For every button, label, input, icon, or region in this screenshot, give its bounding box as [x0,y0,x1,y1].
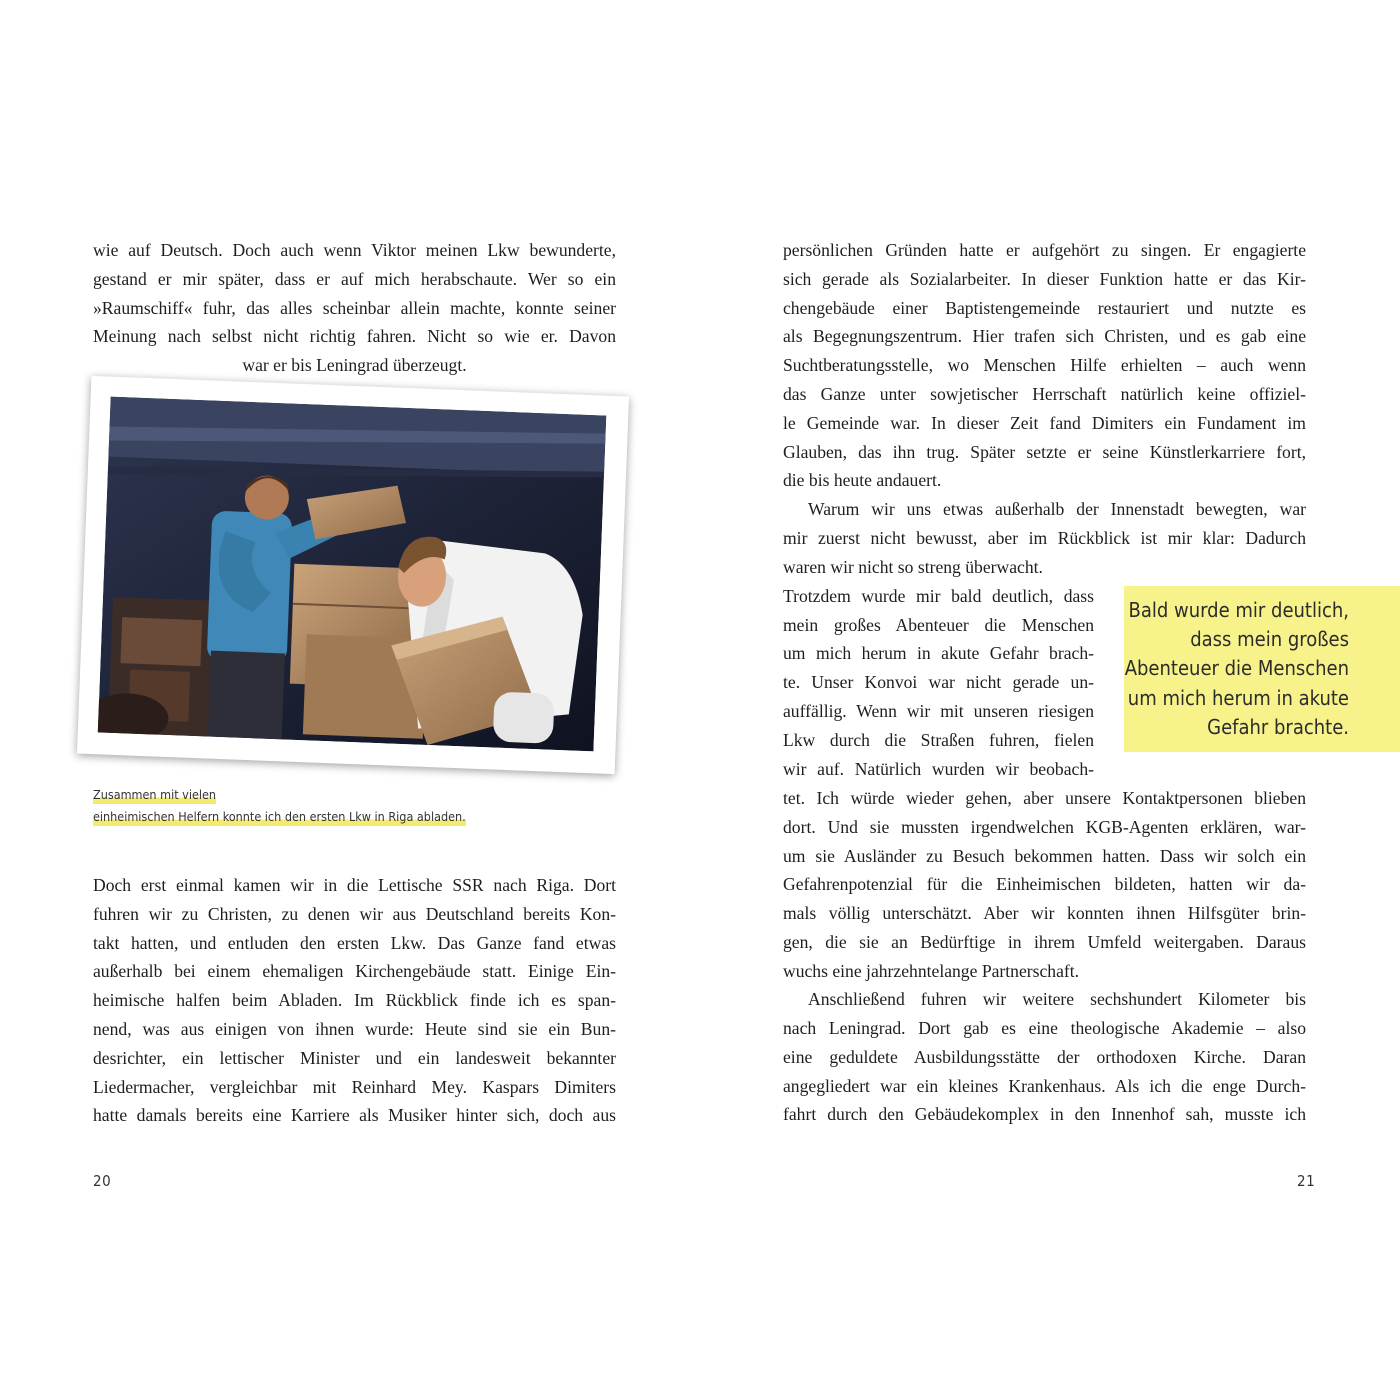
text-line: Meinung nach selbst nicht richtig fahren. Nicht so wie er. Davon [93,326,616,347]
page-number: 21 [1297,1172,1316,1190]
text-line: le Gemeinde war. In dieser Zeit fand Dimiters ein Fundament im [783,412,1306,433]
text-line: chengebäude einer Baptistengemeinde restauriert und nutzte es [783,297,1306,318]
photo [77,376,629,774]
text-line: sich gerade als Sozialarbeiter. In dieser Funktion hatte er das Kir- [783,268,1306,289]
pull-quote-line: Bald wurde mir deutlich, [1128,598,1349,622]
text-line: das Ganze unter sowjetischer Herrschaft natürlich keine offiziel- [783,383,1306,404]
text-line: war er bis Leningrad überzeugt. [242,355,467,376]
text-line: gen, die sie an Bedürftige in ihrem Umfeld weitergaben. Daraus [783,931,1306,952]
text-line: Gefahrenpotenzial für die Einheimischen bildeten, hatten wir da- [783,874,1306,895]
text-line: um sie Ausländer zu Besuch bekommen hatten. Dass wir solch ein [783,845,1306,866]
text-line: Liedermacher, vergleichbar mit Reinhard Mey. Kaspars Dimiters [93,1076,616,1097]
text-line: gestand er mir später, dass er auf mich herabschaute. Wer so ein [93,268,616,289]
text-line: tet. Ich würde wieder gehen, aber unsere Kontaktpersonen blieben [783,788,1306,808]
text-line: Doch erst einmal kamen wir in die Lettische SSR nach Riga. Dort [93,875,616,895]
text-line: te. Unser Konvoi war nicht gerade un- [783,672,1094,693]
text-line: mir zuerst nicht bewusst, aber im Rückblick ist mir klar: Dadurch [783,528,1306,548]
text-line: um mich herum in akute Gefahr brach- [783,643,1094,664]
text-line: heimische halfen beim Abladen. Im Rückblick finde ich es span- [93,990,616,1011]
pull-quote-line: Abenteuer die Menschen [1124,656,1349,681]
pull-quote-line: Gefahr brachte. [1207,714,1349,739]
right-paragraph-3-start [808,985,1306,1014]
right-paragraph-2-start [808,495,1306,524]
text-line: eine geduldete Ausbildungsstätte der orthodoxen Kirche. Daran [783,1046,1306,1067]
page-number: 20 [93,1172,112,1190]
text-line: takt hatten, und entluden den ersten Lkw. Das Ganze fand etwas [93,932,616,953]
caption-line: einheimischen Helfern konnte ich den ersten Lkw in Riga abladen. [93,806,466,828]
pull-quote-text [1125,596,1349,742]
text-line: nach Leningrad. Dort gab es eine theologische Akademie – also [783,1018,1306,1038]
text-line: angegliedert war ein kleines Krankenhaus. Als ich die enge Durch- [783,1075,1306,1096]
text-line: außerhalb bei einem ehemaligen Kirchengebäude statt. Einige Ein- [93,961,616,982]
photo-caption [93,784,466,828]
text-line: Suchtberatungsstelle, wo Menschen Hilfe erhielten – auch wenn [783,355,1306,376]
text-line: mein großes Abenteuer die Menschen [783,614,1094,635]
right-paragraph-2-narrow [783,553,1094,783]
caption-line: Zusammen mit vielen [93,784,216,806]
text-line: Anschließend fuhren wir weitere sechshundert Kilometer bis [808,989,1306,1009]
left-bottom-paragraph [93,871,616,1130]
text-line: mals völlig unterschätzt. Aber wir konnten ihnen Hilfsgüter brin- [783,903,1306,924]
pull-quote [1124,586,1400,752]
text-line: dort. Und sie mussten irgendwelchen KGB-Agenten erklären, war- [783,816,1306,837]
text-line: wuchs eine jahrzehntelange Partnerschaft. [783,960,1080,981]
right-paragraph-2-line2 [783,524,1306,553]
text-line: Trotzdem wurde mir bald deutlich, dass [783,585,1094,606]
text-line: desrichter, ein lettischer Minister und ein landesweit bekannter [93,1047,616,1068]
pull-quote-line: um mich herum in akute [1127,685,1349,710]
text-line: persönlichen Gründen hatte er aufgehört zu singen. Er engagierte [783,240,1306,260]
text-line: nend, was aus einigen von ihnen wurde: Heute sind sie ein Bun- [93,1018,616,1039]
text-line: waren wir nicht so streng überwacht. [783,557,1043,577]
right-paragraph-3 [783,1014,1306,1129]
text-line: auffällig. Wenn wir mit unseren riesigen [783,700,1094,721]
right-paragraph-2-rest [783,784,1306,986]
photo-image [98,397,607,752]
text-line: »Raumschiff« fuhr, das alles scheinbar allein machte, konnte seiner [93,297,616,318]
left-top-paragraph [93,236,616,380]
text-line: hatte damals bereits eine Karriere als Musiker hinter sich, doch aus [93,1105,616,1126]
text-line: Warum wir uns etwas außerhalb der Innenstadt bewegten, war [808,499,1306,519]
text-line: Lkw durch die Straßen fuhren, fielen [783,729,1094,750]
text-line: fahrt durch den Gebäudekomplex in den Innenhof sah, musste ich [783,1104,1306,1125]
text-line: wir auf. Natürlich wurden wir beobach- [783,758,1094,779]
text-line: als Begegnungszentrum. Hier trafen sich Christen, und es gab eine [783,326,1306,347]
text-line: wie auf Deutsch. Doch auch wenn Viktor meinen Lkw bewunderte, [93,240,616,260]
text-line: die bis heute andauert. [783,470,942,491]
right-paragraph-1 [783,236,1306,495]
pull-quote-line: dass mein großes [1190,627,1349,652]
text-line: fuhren wir zu Christen, zu denen wir aus Deutschland bereits Kon- [93,903,616,924]
text-line: Glauben, das ihn trug. Später setzte er seine Künstlerkarriere fort, [783,441,1306,462]
